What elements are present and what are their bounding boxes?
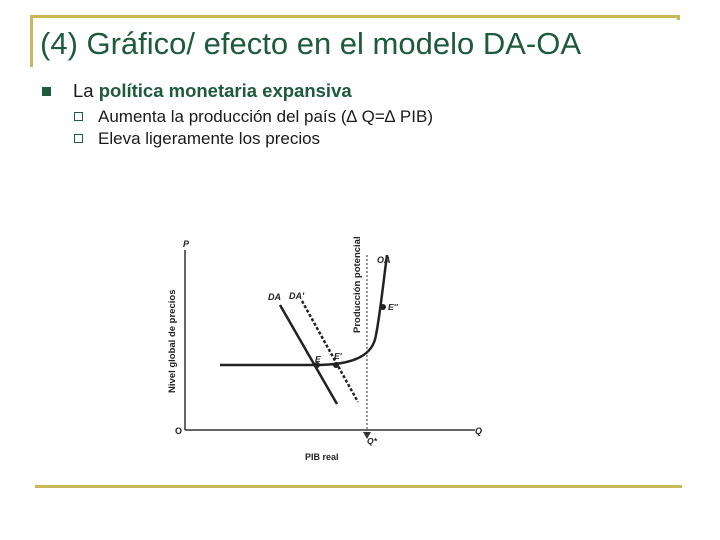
potential-point-label: Q* — [367, 436, 377, 446]
demand-curve-da-shifted — [302, 301, 358, 402]
point-e-label: E — [315, 354, 321, 364]
point-e-double-prime-label: E'' — [388, 302, 398, 312]
x-axis-label: PIB real — [305, 452, 339, 462]
equilibrium-point-e-prime — [333, 362, 339, 368]
subbullet-text: Aumenta la producción del país (∆ Q=∆ PIB) — [98, 107, 433, 126]
y-axis-letter: P — [183, 239, 190, 249]
origin-label: O — [175, 426, 183, 436]
hollow-square-bullet-icon — [74, 134, 83, 143]
subbullet-text: Eleva ligeramente los precios — [98, 129, 321, 148]
square-bullet-icon — [42, 87, 51, 96]
point-e-prime-label: E' — [334, 351, 342, 361]
equilibrium-point-e-double-prime — [380, 304, 386, 310]
supply-curve-label: OA — [377, 255, 391, 265]
bottom-accent-line — [35, 485, 682, 488]
x-axis-letter: Q — [475, 426, 483, 436]
da-oa-diagram — [155, 225, 495, 470]
bullet-highlight: política monetaria expansiva — [98, 80, 352, 101]
potential-output-label: Producción potencial — [352, 236, 363, 333]
bullet-main-text — [73, 80, 352, 102]
right-accent-tick — [677, 15, 680, 20]
hollow-square-bullet-icon — [74, 112, 83, 121]
left-accent-line — [30, 15, 33, 67]
top-accent-line — [30, 15, 680, 18]
demand-curve-label: DA — [268, 292, 281, 302]
y-axis-label: Nivel global de precios — [167, 289, 178, 393]
bullet-prefix: La — [73, 80, 99, 101]
demand-curve-da — [280, 305, 337, 404]
slide-title: (4) Gráfico/ efecto en el modelo DA-OA — [40, 26, 582, 61]
shifted-demand-curve-label: DA' — [289, 291, 305, 301]
